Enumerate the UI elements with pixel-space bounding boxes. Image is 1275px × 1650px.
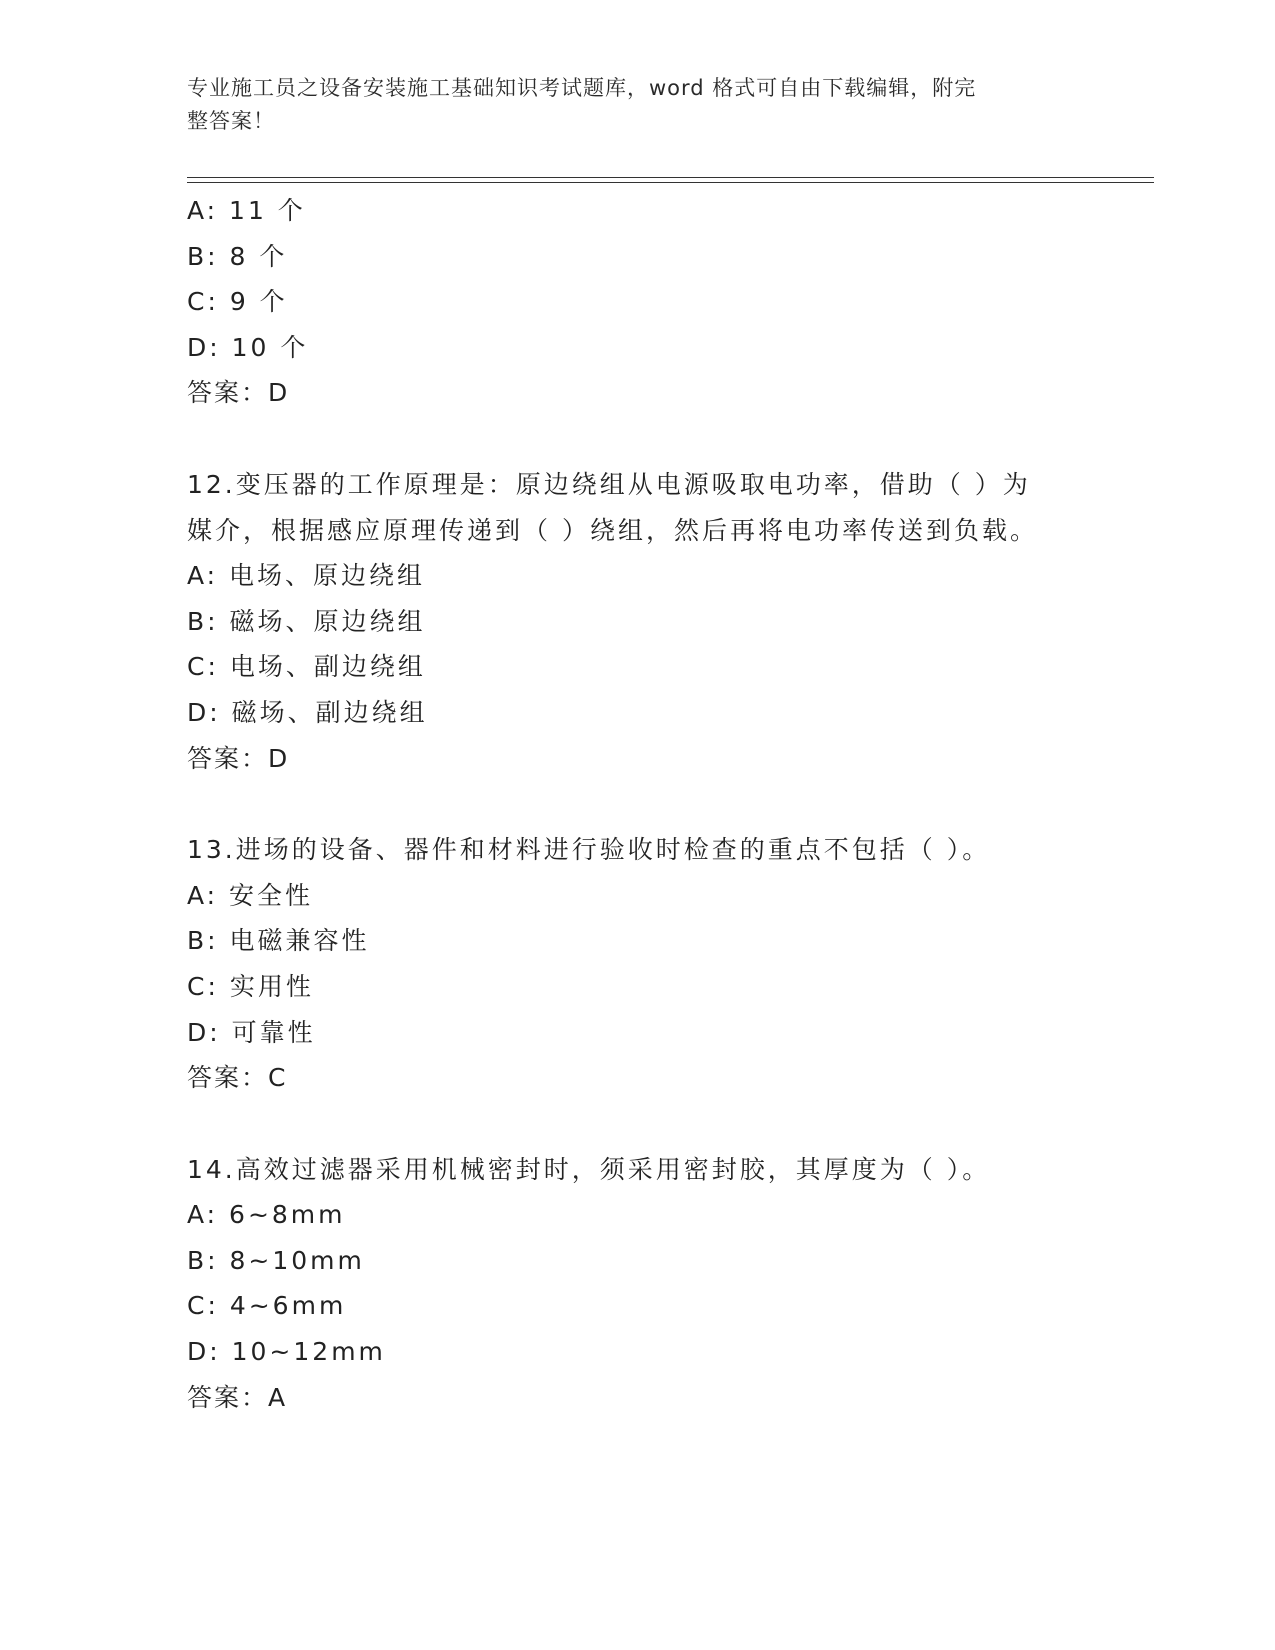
option-a: A: 电场、原边绕组	[187, 561, 426, 591]
option-a: A: 11 个	[187, 196, 306, 225]
spacer	[187, 1101, 1087, 1147]
header-line-1: 专业施工员之设备安装施工基础知识考试题库，word 格式可自由下载编辑，附完	[187, 76, 977, 100]
question-stem: 13.进场的设备、器件和材料进行验收时检查的重点不包括（ ）。	[187, 835, 991, 865]
header-line-2: 整答案！	[187, 109, 275, 133]
question-stem: 14.高效过滤器采用机械密封时，须采用密封胶，其厚度为（ ）。	[187, 1154, 991, 1184]
question-stem-line-2: 媒介，根据感应原理传递到（ ）绕组，然后再将电功率传送到负载。	[187, 515, 1038, 545]
question-13	[187, 827, 1087, 1101]
question-14	[187, 1147, 1087, 1421]
option-c: C: 9 个	[187, 287, 288, 317]
option-a: A: 6~8mm	[187, 1200, 346, 1230]
answer: 答案：A	[187, 1382, 288, 1412]
option-c: C: 电场、副边绕组	[187, 652, 426, 682]
spacer	[187, 781, 1087, 827]
question-12	[187, 462, 1087, 781]
question-stem-line-1: 12.变压器的工作原理是：原边绕组从电源吸取电功率，借助（ ）为	[187, 469, 1031, 499]
option-d: D: 10~12mm	[187, 1337, 386, 1367]
question-11	[187, 188, 1087, 416]
option-d: D: 10 个	[187, 332, 309, 362]
option-c: C: 实用性	[187, 971, 314, 1001]
option-b: B: 8~10mm	[187, 1245, 365, 1275]
option-d: D: 可靠性	[187, 1017, 316, 1047]
option-a: A: 安全性	[187, 880, 314, 910]
answer: 答案：C	[187, 1063, 288, 1093]
header-divider-bottom	[187, 182, 1154, 183]
option-b: B: 电磁兼容性	[187, 926, 370, 956]
spacer	[187, 416, 1087, 462]
answer: 答案：D	[187, 743, 290, 773]
document-header	[187, 72, 1087, 138]
header-divider-top	[187, 177, 1154, 178]
answer: 答案：D	[187, 378, 290, 408]
option-b: B: 8 个	[187, 241, 288, 271]
option-c: C: 4~6mm	[187, 1291, 347, 1321]
option-d: D: 磁场、副边绕组	[187, 697, 428, 727]
question-list	[187, 188, 1087, 1420]
option-b: B: 磁场、原边绕组	[187, 606, 426, 636]
